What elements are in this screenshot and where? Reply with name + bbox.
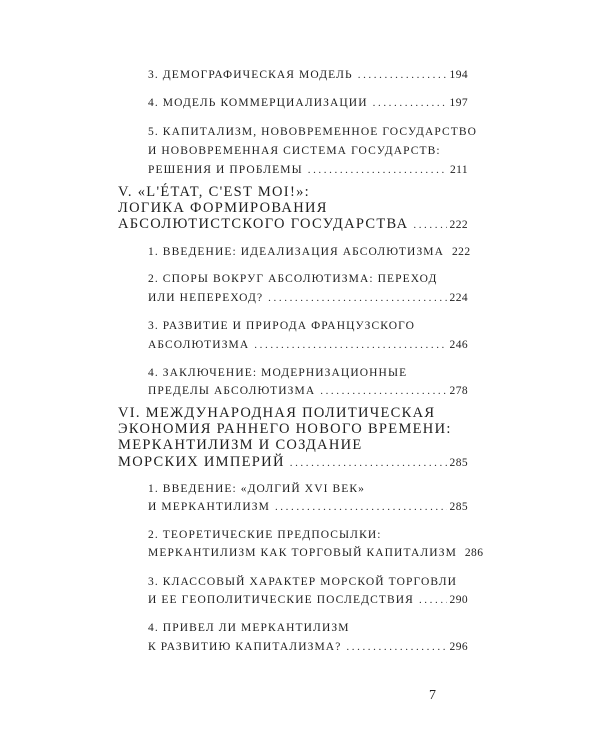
toc-entry-line: 2. ТЕОРЕТИЧЕСКИЕ ПРЕДПОСЫЛКИ:	[148, 529, 382, 541]
toc-entry-idealization-absolutism	[148, 246, 471, 259]
toc-entry-text: 3. ДЕМОГРАФИЧЕСКАЯ МОДЕЛЬ	[148, 69, 353, 81]
toc-entry-text: И ЕЕ ГЕОПОЛИТИЧЕСКИЕ ПОСЛЕДСТВИЯ	[148, 594, 414, 606]
dot-leader	[290, 458, 447, 469]
toc-entry-long-sixteenth-century	[148, 502, 468, 514]
dot-leader	[373, 98, 447, 109]
toc-entry-text: РЕШЕНИЯ И ПРОБЛЕМЫ	[148, 164, 303, 176]
chapter-title-line: МЕРКАНТИЛИЗМ И СОЗДАНИЕ	[118, 437, 363, 453]
dot-leader	[413, 220, 446, 231]
toc-entry-text: ИЛИ НЕПЕРЕХОД?	[148, 292, 264, 304]
dot-leader	[346, 642, 446, 653]
toc-entry-french-absolutism	[148, 340, 468, 352]
toc-entry-line: 3. РАЗВИТИЕ И ПРИРОДА ФРАНЦУЗСКОГО	[148, 320, 415, 332]
dot-leader	[268, 293, 446, 304]
toc-page-number: 285	[449, 457, 468, 469]
toc-entry-text: 4. МОДЕЛЬ КОММЕРЦИАЛИЗАЦИИ	[148, 97, 368, 109]
dot-leader	[320, 386, 446, 397]
chapter-title-text: МОРСКИХ ИМПЕРИЙ	[118, 454, 285, 470]
toc-entry-line: 4. ПРИВЕЛ ЛИ МЕРКАНТИЛИЗМ	[148, 622, 350, 634]
toc-entry-commercialization-model	[148, 98, 468, 110]
toc-chapter-v	[118, 217, 468, 232]
toc-entry-maritime-trade	[148, 595, 468, 607]
toc-entry-line: И НОВОВРЕМЕННАЯ СИСТЕМА ГОСУДАРСТВ:	[148, 145, 441, 157]
toc-entry-text: 1. ВВЕДЕНИЕ: ИДЕАЛИЗАЦИЯ АБСОЛЮТИЗМА	[148, 246, 445, 258]
toc-entry-line: 1. ВВЕДЕНИЕ: «ДОЛГИЙ XVI ВЕК»	[148, 483, 366, 495]
toc-entry-capitalism-state	[148, 165, 468, 177]
chapter-title-line: ЛОГИКА ФОРМИРОВАНИЯ	[118, 200, 328, 216]
chapter-title-line: ЭКОНОМИЯ РАННЕГО НОВОГО ВРЕМЕНИ:	[118, 421, 452, 437]
toc-page-number: 194	[449, 69, 468, 81]
dot-leader	[275, 502, 447, 513]
toc-page-number: 286	[464, 547, 484, 559]
toc-page-number: 224	[449, 292, 468, 304]
toc-entry-line: 5. КАПИТАЛИЗМ, НОВОВРЕМЕННОЕ ГОСУДАРСТВО	[148, 126, 478, 138]
toc-entry-text: АБСОЛЮТИЗМА	[148, 339, 250, 351]
toc-entry-theoretical-premises	[148, 547, 484, 560]
toc-entry-text: К РАЗВИТИЮ КАПИТАЛИЗМА?	[148, 641, 342, 653]
toc-page-number: 246	[449, 339, 468, 351]
dot-leader	[254, 340, 446, 351]
chapter-title-text: АБСОЛЮТИСТСКОГО ГОСУДАРСТВА	[118, 216, 409, 232]
toc-entry-line: 4. ЗАКЛЮЧЕНИЕ: МОДЕРНИЗАЦИОННЫЕ	[148, 367, 408, 379]
toc-entry-absolutism-debates	[148, 293, 468, 305]
toc-page-number: 197	[449, 97, 468, 109]
toc-page-number: 290	[449, 594, 468, 606]
toc-entry-line: 3. КЛАССОВЫЙ ХАРАКТЕР МОРСКОЙ ТОРГОВЛИ	[148, 576, 458, 588]
toc-entry-demographic-model	[148, 70, 468, 82]
toc-entry-text: МЕРКАНТИЛИЗМ КАК ТОРГОВЫЙ КАПИТАЛИЗМ	[148, 547, 457, 559]
dot-leader	[358, 70, 447, 81]
chapter-title-line: V. «L'ÉTAT, C'EST MOI!»:	[118, 184, 310, 200]
dot-leader	[308, 165, 447, 176]
toc-page-number: 285	[449, 501, 468, 513]
page-number: 7	[429, 688, 436, 703]
toc-entry-text: И МЕРКАНТИЛИЗМ	[148, 501, 270, 513]
toc-page-number: 222	[452, 246, 471, 258]
toc-entry-conclusion-limits	[148, 386, 468, 398]
chapter-title-line: VI. МЕЖДУНАРОДНАЯ ПОЛИТИЧЕСКАЯ	[118, 405, 436, 421]
toc-entry-line: 2. СПОРЫ ВОКРУГ АБСОЛЮТИЗМА: ПЕРЕХОД	[148, 273, 438, 285]
toc-chapter-vi	[118, 455, 468, 470]
toc-page-number: 278	[449, 385, 468, 397]
toc-page-number: 222	[449, 219, 468, 231]
toc-page-number: 211	[449, 164, 468, 176]
toc-page-number: 296	[449, 641, 468, 653]
dot-leader	[419, 595, 447, 606]
toc-entry-text: ПРЕДЕЛЫ АБСОЛЮТИЗМА	[148, 385, 316, 397]
toc-entry-mercantilism-capitalism	[148, 642, 468, 654]
